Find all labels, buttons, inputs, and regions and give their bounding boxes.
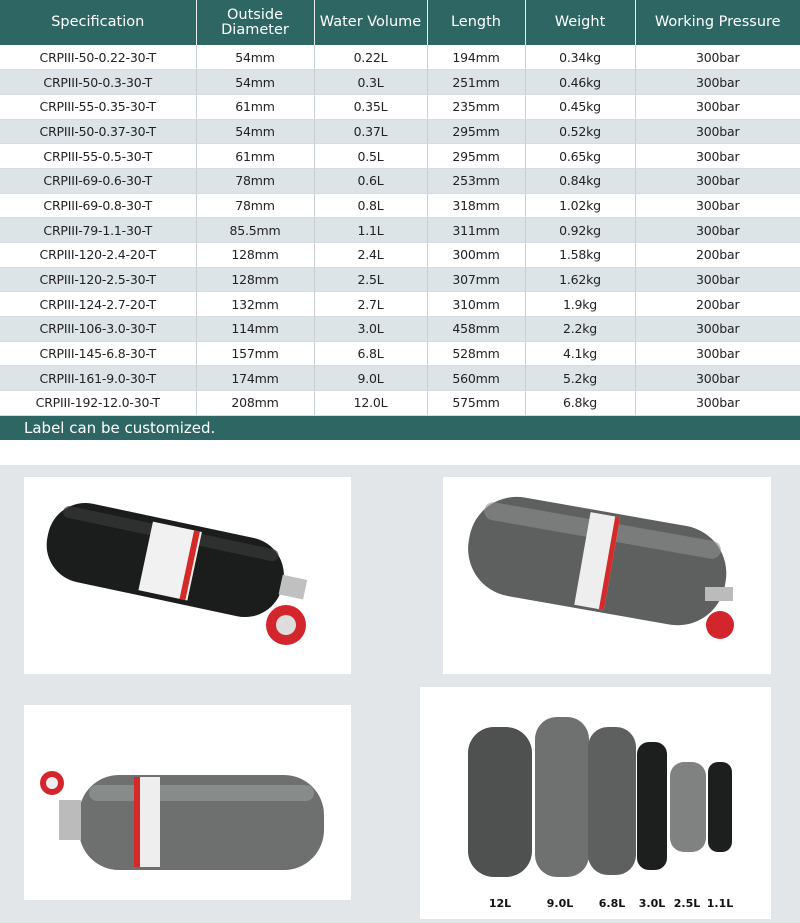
label-6.8l: 6.8L [598, 897, 626, 910]
table-cell: CRPIII-50-0.37-30-T [0, 119, 196, 144]
table-cell: 0.37L [314, 119, 427, 144]
table-cell: 132mm [196, 292, 314, 317]
table-cell: 85.5mm [196, 218, 314, 243]
table-row [0, 193, 800, 218]
table-cell: 235mm [427, 94, 525, 119]
table-row [0, 119, 800, 144]
table-cell: 300bar [635, 193, 800, 218]
table-cell: 1.62kg [525, 267, 635, 292]
table-cell: 54mm [196, 45, 314, 70]
table-cell: 3.0L [314, 317, 427, 342]
table-cell: CRPIII-161-9.0-30-T [0, 366, 196, 391]
table-cell: 54mm [196, 119, 314, 144]
table-cell: 1.9kg [525, 292, 635, 317]
table-cell: CRPIII-106-3.0-30-T [0, 317, 196, 342]
table-cell: 200bar [635, 243, 800, 268]
cylinder-image [24, 705, 351, 900]
table-cell: 300bar [635, 94, 800, 119]
photo-cylinder-valve-left [24, 705, 351, 900]
table-row [0, 243, 800, 268]
table-cell: 300bar [635, 366, 800, 391]
table-cell: CRPIII-69-0.8-30-T [0, 193, 196, 218]
table-cell: 0.3L [314, 70, 427, 95]
column-header: Specification [0, 0, 196, 45]
table-row [0, 317, 800, 342]
table-cell: CRPIII-50-0.3-30-T [0, 70, 196, 95]
label-12l: 12L [488, 897, 512, 910]
table-cell: 0.52kg [525, 119, 635, 144]
table-row [0, 218, 800, 243]
table-cell: CRPIII-69-0.6-30-T [0, 168, 196, 193]
table-cell: 174mm [196, 366, 314, 391]
table-cell: 458mm [427, 317, 525, 342]
cylinder-image [443, 477, 771, 674]
label-2.5l: 2.5L [673, 897, 701, 910]
table-cell: 208mm [196, 391, 314, 416]
table-cell: 128mm [196, 243, 314, 268]
footer-note: Label can be customized. [0, 416, 800, 440]
table-cell: 295mm [427, 144, 525, 169]
table-cell: 300bar [635, 391, 800, 416]
table-cell: CRPIII-50-0.22-30-T [0, 45, 196, 70]
table-cell: 318mm [427, 193, 525, 218]
photo-carbon-cylinder [443, 477, 771, 674]
table-cell: 2.7L [314, 292, 427, 317]
table-cell: 251mm [427, 70, 525, 95]
table-cell: 2.5L [314, 267, 427, 292]
column-header: Outside Diameter [196, 0, 314, 45]
table-row [0, 366, 800, 391]
table-cell: CRPIII-79-1.1-30-T [0, 218, 196, 243]
table-cell: 0.8L [314, 193, 427, 218]
column-header: Water Volume [314, 0, 427, 45]
table-cell: 300mm [427, 243, 525, 268]
table-cell: 300bar [635, 341, 800, 366]
table-cell: 310mm [427, 292, 525, 317]
table-cell: 560mm [427, 366, 525, 391]
table-cell: 300bar [635, 70, 800, 95]
column-header: Weight [525, 0, 635, 45]
table-cell: 300bar [635, 119, 800, 144]
table-cell: 300bar [635, 317, 800, 342]
table-cell: 0.92kg [525, 218, 635, 243]
table-cell: 0.84kg [525, 168, 635, 193]
table-row [0, 45, 800, 70]
table-cell: 300bar [635, 218, 800, 243]
table-cell: 200bar [635, 292, 800, 317]
photo-black-cylinder [24, 477, 351, 674]
table-cell: 253mm [427, 168, 525, 193]
table-cell: 1.02kg [525, 193, 635, 218]
table-cell: 157mm [196, 341, 314, 366]
table-row [0, 391, 800, 416]
cylinder-image [24, 477, 351, 674]
table-cell: CRPIII-145-6.8-30-T [0, 341, 196, 366]
label-9l: 9.0L [546, 897, 574, 910]
table-cell: CRPIII-124-2.7-20-T [0, 292, 196, 317]
table-cell: 4.1kg [525, 341, 635, 366]
table-cell: 5.2kg [525, 366, 635, 391]
table-row [0, 341, 800, 366]
table-cell: 0.22L [314, 45, 427, 70]
photo-cylinder-lineup [420, 687, 771, 919]
table-cell: 2.2kg [525, 317, 635, 342]
table-cell: 575mm [427, 391, 525, 416]
table-row [0, 168, 800, 193]
table-cell: 9.0L [314, 366, 427, 391]
table-row [0, 144, 800, 169]
table-cell: 0.5L [314, 144, 427, 169]
table-cell: 295mm [427, 119, 525, 144]
table-cell: CRPIII-120-2.4-20-T [0, 243, 196, 268]
table-cell: 128mm [196, 267, 314, 292]
table-cell: 0.6L [314, 168, 427, 193]
table-cell: 311mm [427, 218, 525, 243]
column-header: Working Pressure [635, 0, 800, 45]
table-cell: CRPIII-55-0.5-30-T [0, 144, 196, 169]
table-cell: 54mm [196, 70, 314, 95]
table-row [0, 292, 800, 317]
label-1.1l: 1.1L [706, 897, 734, 910]
table-cell: CRPIII-192-12.0-30-T [0, 391, 196, 416]
table-cell: 0.46kg [525, 70, 635, 95]
table-cell: 12.0L [314, 391, 427, 416]
table-cell: 0.34kg [525, 45, 635, 70]
table-cell: 194mm [427, 45, 525, 70]
table-cell: 528mm [427, 341, 525, 366]
table-cell: 78mm [196, 168, 314, 193]
table-cell: 6.8L [314, 341, 427, 366]
table-cell: 300bar [635, 267, 800, 292]
table-cell: 0.35L [314, 94, 427, 119]
table-cell: 1.58kg [525, 243, 635, 268]
table-cell: 300bar [635, 45, 800, 70]
table-cell: 0.65kg [525, 144, 635, 169]
table-cell: 0.45kg [525, 94, 635, 119]
table-cell: 61mm [196, 144, 314, 169]
table-cell: 2.4L [314, 243, 427, 268]
table-row [0, 267, 800, 292]
table-cell: 61mm [196, 94, 314, 119]
table-cell: 78mm [196, 193, 314, 218]
table-cell: CRPIII-55-0.35-30-T [0, 94, 196, 119]
table-cell: 307mm [427, 267, 525, 292]
table-cell: 300bar [635, 168, 800, 193]
table-cell: 6.8kg [525, 391, 635, 416]
table-cell: CRPIII-120-2.5-30-T [0, 267, 196, 292]
label-3l: 3.0L [638, 897, 666, 910]
table-cell: 1.1L [314, 218, 427, 243]
cylinder-lineup-image [420, 687, 771, 919]
table-cell: 114mm [196, 317, 314, 342]
column-header: Length [427, 0, 525, 45]
table-cell: 300bar [635, 144, 800, 169]
spec-table [0, 0, 800, 416]
table-row [0, 94, 800, 119]
table-row [0, 70, 800, 95]
